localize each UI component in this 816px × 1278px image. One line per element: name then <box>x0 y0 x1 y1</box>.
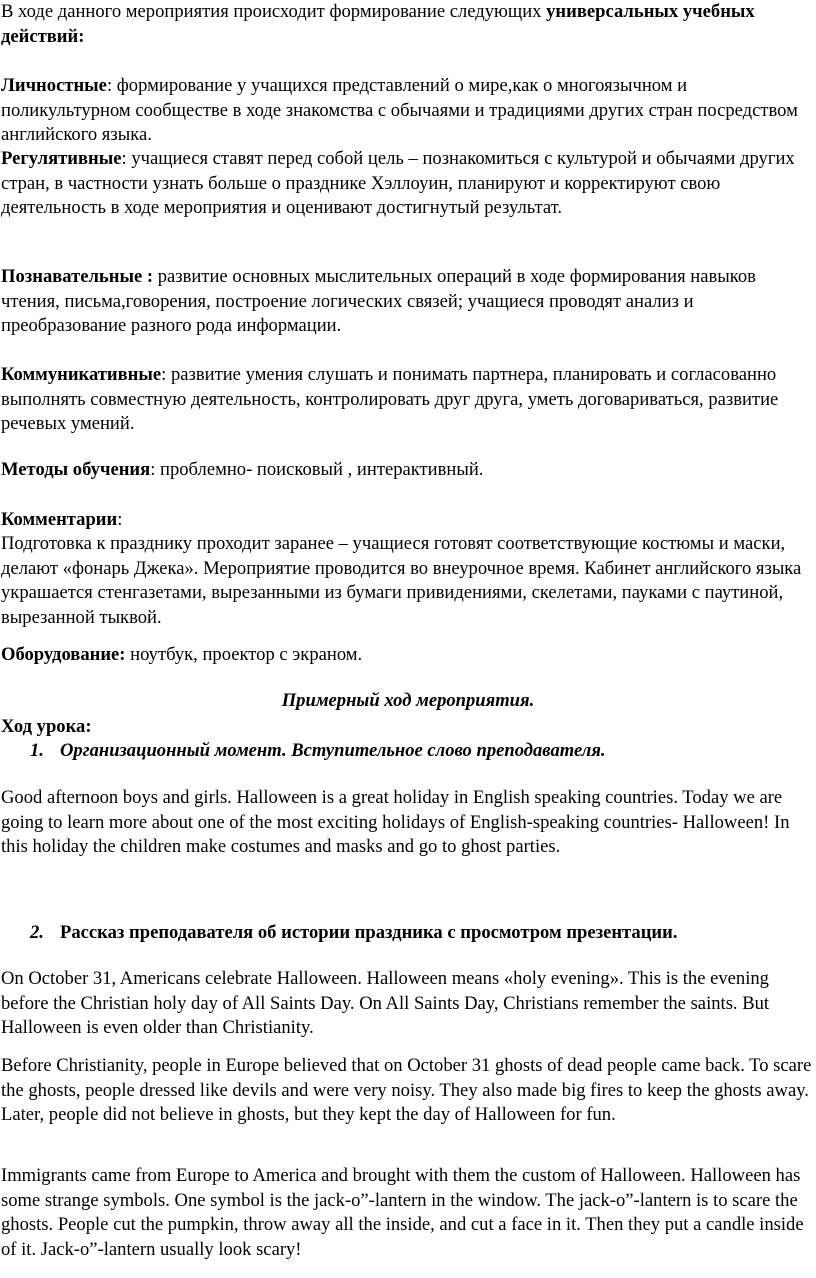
communicative-text: : развитие умения слушать и понимать партнера, планировать и согласованно выполнять совместную деятельность, контролировать друг друга, уметь договариваться, развитие речевых умений. <box>1 364 779 434</box>
step1-heading <box>0 739 812 764</box>
story-paragraph-3: Immigrants came from Europe to America and brought with them the custom of Halloween. Halloween has some strange symbols. One symbol is the jack-o”-lantern in the window. The jack-o”-lantern is to scare the ghosts. People cut the pumpkin, throw away all the inside, and cut a face in it. Then they put a candle inside of it. Jack-o”-lantern usually look scary! <box>1 1165 804 1260</box>
step1-title: Организационный момент. Вступительное слово преподавателя. <box>60 740 606 761</box>
regulatory-label: Регулятивные <box>1 148 122 169</box>
methods-paragraph <box>1 458 813 483</box>
comments-label: Комментарии <box>1 509 118 530</box>
step2-heading <box>0 921 812 946</box>
equipment-label: Оборудование: <box>1 644 126 665</box>
comments-paragraph <box>1 532 813 630</box>
story-paragraph-2: Before Christianity, people in Europe believed that on October 31 ghosts of dead people came back. To scare the ghosts, people dressed like devils and were very noisy. They also made big fires to keep the ghosts away. Later, people did not believe in ghosts, but they kept the day of Halloween for fun. <box>1 1055 812 1125</box>
cognitive-paragraph <box>1 265 813 339</box>
personal-label: Личностные <box>1 75 107 96</box>
cognitive-text: развитие основных мыслительных операций в ходе формирования навыков чтения, письма,говорения, построение логических связей; учащиеся проводят анализ и преобразование разного рода информации. <box>1 266 756 336</box>
equipment-paragraph <box>1 643 813 668</box>
greeting-paragraph: Good afternoon boys and girls. Halloween is a great holiday in English speaking countries. Today we are going to learn more about one of the most exciting holidays of English-speaking countries- Halloween! In this holiday the children make costumes and masks and go to ghost parties. <box>1 787 790 857</box>
step2-number: 2. <box>30 922 44 943</box>
step1-number: 1. <box>30 740 44 761</box>
intro-bold: универсальных учебных действий: <box>1 1 755 47</box>
regulatory-text: : учащиеся ставят перед собой цель – познакомиться с культурой и обычаями других стран, в частности узнать больше о празднике Хэллоуин, планируют и корректируют свою деятельность в ходе мероприятия и оценивают достигнутый результат. <box>1 148 795 218</box>
intro-paragraph <box>1 0 813 49</box>
comments-text: Подготовка к празднику проходит заранее – учащиеся готовят соответствующие костюмы и маски, делают «фонарь Джека». Мероприятие проводится во внеурочное время. Кабинет английского языка украшается стенгазетами, вырезанными из бумаги привидениями, скелетами, пауками с паутиной, вырезанной тыквой. <box>1 533 802 628</box>
personal-paragraph <box>1 74 813 148</box>
equipment-text: ноутбук, проектор с экраном. <box>125 644 363 665</box>
plan-title: Примерный ход мероприятия. <box>281 690 535 711</box>
methods-text: : проблемно- поисковый , интерактивный. <box>150 459 484 480</box>
lesson-heading: Ход урока: <box>1 716 92 737</box>
communicative-label: Коммуникативные <box>1 364 162 385</box>
cognitive-label: Познавательные : <box>1 266 154 287</box>
personal-text: : формирование у учащихся представлений о мире,как о многоязычном и поликультурном сообществе в ходе знакомства с обычаями и традициями других стран посредством английского языка. <box>1 75 798 145</box>
communicative-paragraph <box>1 363 813 437</box>
step2-title: Рассказ преподавателя об истории праздника с просмотром презентации. <box>60 922 678 943</box>
story-paragraph-1: On October 31, Americans celebrate Halloween. Halloween means «holy evening». This is the evening before the Christian holy day of All Saints Day. On All Saints Day, Christians remember the saints. But Halloween is even older than Christianity. <box>1 968 770 1038</box>
methods-label: Методы обучения <box>1 459 151 480</box>
intro-text: В ходе данного мероприятия происходит формирование следующих <box>1 1 547 22</box>
comments-heading <box>1 508 813 533</box>
regulatory-paragraph <box>1 147 813 221</box>
comments-colon: : <box>117 509 123 530</box>
